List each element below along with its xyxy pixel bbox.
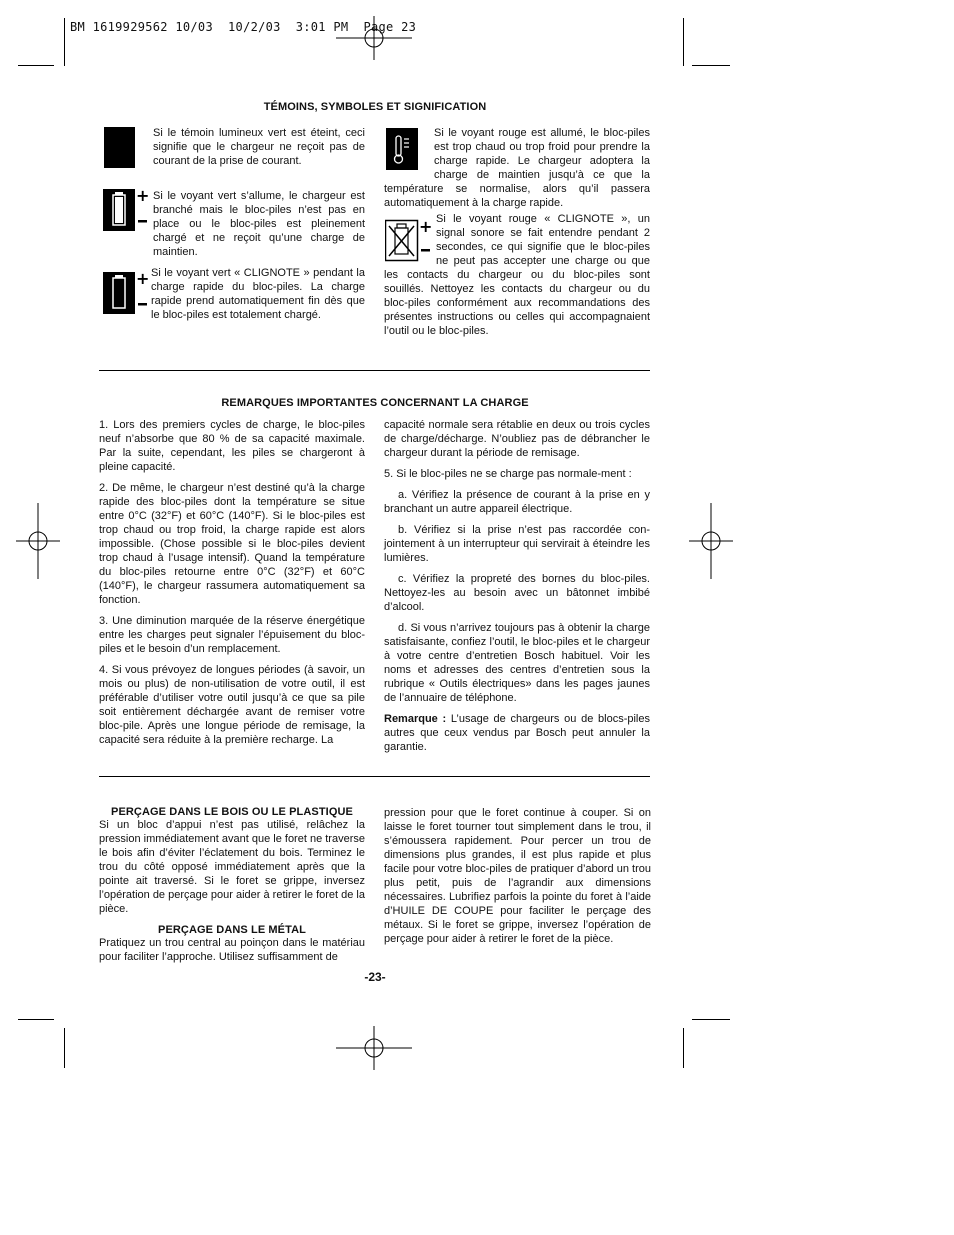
- note-4-continued: capacité normale sera rétablie en deux ou trois cycles de charge/décharge. N’oubliez pas de débrancher le chargeur durant la période de remisage.: [384, 419, 650, 459]
- crop-mark: [64, 18, 65, 66]
- indicator-red-blink-text: Si le voyant rouge « CLIGNOTE », un signal sonore se fait entendre pendant 2 secondes, ce qui signifie que le bloc-piles ne peut pas accepter une charge ou que les contacts du chargeur ou du bloc-piles sont souillés. Nettoyez les contacts du chargeur ou du bloc-piles conformément aux recommandations des présentes instructions ou celles qui accompagnaient l’outil ou le bloc-piles.: [384, 213, 650, 337]
- registration-mark-bottom: [336, 1026, 412, 1070]
- crop-mark: [18, 1019, 54, 1020]
- note-5d: d. Si vous n’arrivez toujours pas à obtenir la charge satisfaisante, confiez l’outil, le bloc-piles et le chargeur à votre centre d’entretien Bosch habituel. Voir les noms et adresses des centres d’entretien sous la rubrique « Outils électriques» dans les pages jaunes de l’annuaire de téléphone.: [384, 622, 650, 704]
- indicator-red-blink-block: [384, 212, 650, 338]
- note-5c: c. Vérifiez la propreté des bornes du bloc-piles. Nettoyez-les au besoin avec un bâtonnet imbibé d’alcool.: [384, 573, 650, 613]
- metal-text-continued: pression pour que le foret continue à couper. Si on laisse le foret tourner tout simplement dans le trou, il s’émoussera rapidement. Pour percer un trou de dimensions plus grandes, il est plus rapide et plus facile pour votre bloc-piles de pratiquer d’abord un trou plus petit, puis de l’agrandir aux dimensions nécessaires. Lubrifiez parfois la pointe du foret à l’aide d’HUILE DE COUPE pour faciliter le perçage des métaux. Si le foret se grippe, inversez l’opération de perçage pour aider à retirer le foret de la pièce.: [384, 807, 651, 945]
- crop-mark: [683, 1028, 684, 1068]
- indicator-green-off-text: Si le témoin lumineux vert est éteint, ceci signifie que le chargeur ne reçoit pas de courant de la prise de courant.: [153, 127, 365, 167]
- indicator-red-on-text: Si le voyant rouge est allumé, le bloc-piles est trop chaud ou trop froid pour prendre la charge rapide. Le chargeur adoptera la charge de maintien jusqu’à ce que la température se normalise, alors qu’il passera automatiquement à la charge rapide.: [384, 127, 650, 209]
- print-slug: BM 1619929562 10/03 10/2/03 3:01 PM Page 23: [70, 20, 417, 34]
- charging-notes-right-column: [384, 418, 650, 761]
- battery-full-icon: [103, 187, 149, 233]
- remark: [384, 712, 650, 754]
- charging-notes-left-column: [99, 418, 365, 754]
- note-4: 4. Si vous prévoyez de longues périodes (à savoir, un mois ou plus) de non-utilisation de votre outil, il est préférable d’utiliser votre outil jusqu’à ce que sa pile soit entièrement déchargée avant de remiser votre bloc-pile. Après une longue période de remisage, la capacité sera réduite à la première recharge. La: [99, 664, 365, 746]
- svg-text:+: +: [136, 187, 149, 205]
- green-light-off-icon: [104, 127, 135, 168]
- indicator-green-on-text: Si le voyant vert s’allume, le chargeur est branché mais le bloc-piles n’est pas en place ou le bloc-piles est pleinement chargé et ne reçoit qu’une charge de maintien.: [153, 190, 365, 258]
- heading-wood-plastic: PERÇAGE DANS LE BOIS OU LE PLASTIQUE: [111, 806, 353, 818]
- note-5b: b. Vérifiez si la prise n’est pas raccordée con-jointement à un interrupteur qui servirait à éteindre les lumières.: [384, 524, 650, 564]
- crop-mark: [64, 1028, 65, 1068]
- note-1: 1. Lors des premiers cycles de charge, le bloc-piles neuf n’absorbe que 80 % de sa capacité maximale. Par la suite, cependant, les piles se chargeront à pleine capacité.: [99, 419, 365, 473]
- page-number: -23-: [364, 970, 386, 984]
- indicator-red-on-block: [384, 126, 650, 210]
- note-3: 3. Une diminution marquée de la réserve énergétique entre les charges peut signaler l’épuisement du bloc-piles et le besoin d’un remplacement.: [99, 615, 365, 655]
- svg-text:+: +: [136, 270, 149, 288]
- drilling-left-column: [99, 806, 365, 971]
- note-2: 2. De même, le chargeur n’est destiné qu’à la charge rapide des bloc-piles dont la température se situe entre 0°C (32°F) et 60°C (140°F). Si le bloc-piles est trop chaud ou trop froid, la charge rapide est alors impossible. (Chose possible si le bloc-piles devient trop chaud à l’usage intensif). Quand la température du bloc-piles retourne entre 0°C (32°F) et 60°C (140°F), le chargeur rassumera automatiquement sa fonction.: [99, 482, 365, 606]
- svg-text:+: +: [419, 217, 433, 236]
- heading-metal: PERÇAGE DANS LE MÉTAL: [158, 924, 306, 936]
- section-title-indicators: TÉMOINS, SYMBOLES ET SIGNIFICATION: [263, 101, 487, 113]
- registration-mark-left: [16, 503, 60, 579]
- wood-plastic-text: Si un bloc d’appui n’est pas utilisé, relâchez la pression immédiatement avant que le foret ne traverse le bois afin d’éviter l’éclatement du bois. Terminez le trou du côté opposé immédiatement après que la pointe ait traversé. Si le foret se grippe, inversez l’opération de perçage pour aider à retirer le foret de la pièce.: [99, 819, 365, 915]
- drilling-right-column: [384, 806, 651, 953]
- crop-mark: [692, 1019, 730, 1020]
- crop-mark: [683, 18, 684, 66]
- section-title-charging-notes: REMARQUES IMPORTANTES CONCERNANT LA CHARGE: [221, 397, 529, 409]
- remark-text: L’usage de chargeurs ou de blocs-piles autres que ceux vendus par Bosch peut annuler la garantie.: [384, 713, 650, 753]
- crop-mark: [692, 65, 730, 66]
- section-divider: [99, 370, 650, 371]
- indicator-green-blink-text: Si le voyant vert « CLIGNOTE » pendant la charge rapide du bloc-piles. La charge rapide prend automatiquement fin dès que le bloc-piles est totalement chargé.: [151, 267, 365, 321]
- registration-mark-top: [336, 16, 412, 60]
- crop-mark: [18, 65, 54, 66]
- battery-charging-icon: [103, 270, 149, 316]
- metal-text: Pratiquez un trou central au poinçon dans le matériau pour faciliter l’approche. Utilisez suffisamment de: [99, 937, 365, 963]
- registration-mark-right: [689, 503, 733, 579]
- note-5: 5. Si le bloc-piles ne se charge pas normale-ment :: [384, 468, 632, 480]
- remark-label: Remarque :: [384, 713, 447, 725]
- section-divider: [99, 776, 650, 777]
- note-5a: a. Vérifiez la présence de courant à la prise en y branchant un autre appareil électrique.: [384, 489, 650, 515]
